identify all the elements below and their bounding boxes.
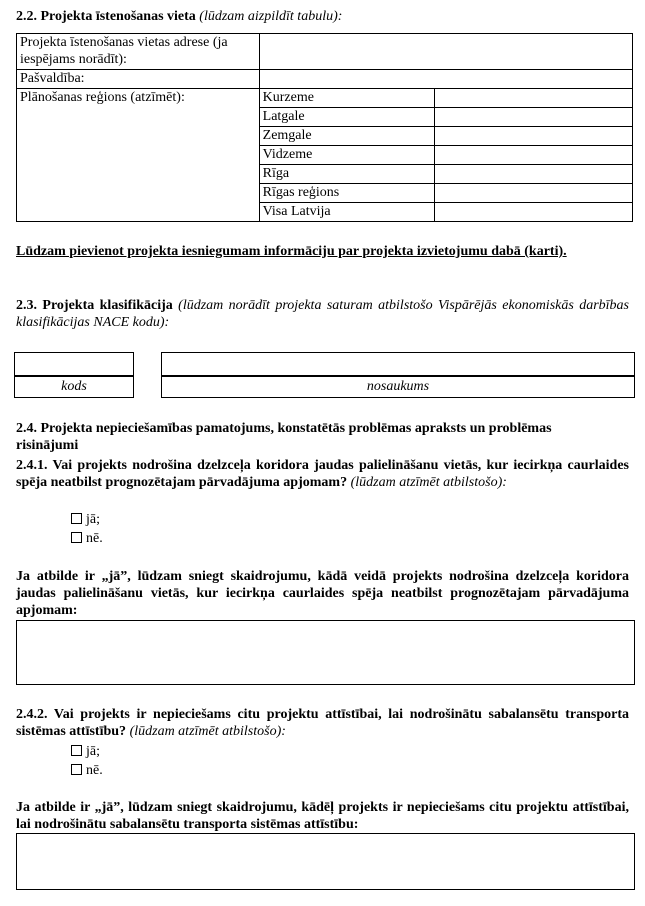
section-2-3-note: (lūdzam norādīt projekta saturam atbilstošo Vispārējās ekonomiskās darbības klasifikācijas NACE kodu): — [16, 298, 629, 330]
q1-option-yes-label: jā; — [86, 512, 100, 527]
section-2-2-heading — [16, 8, 631, 25]
municipality-label: Pašvaldība: — [17, 70, 260, 89]
nace-code-label: kods — [14, 375, 134, 398]
checkbox-icon[interactable] — [71, 745, 82, 756]
nace-code-input[interactable] — [14, 352, 134, 377]
q1-option-yes[interactable] — [71, 511, 100, 528]
q2-option-no[interactable] — [71, 762, 103, 779]
question-2-4-1-text: 2.4.1. Vai projekts nodrošina dzelzceļa koridora jaudas palielināšanu vietās, kur iecirkņa caurlaides spēja neatbilst prognozētajam pārvadājuma apjomam? — [16, 458, 629, 490]
question-2-4-1-followup: Ja atbilde ir „jā”, lūdzam sniegt skaidrojumu, kādā veidā projekts nodrošina dzelzceļa koridora jaudas palielināšanu vietās, kur iecirkņa caurlaides spēja neatbilst prognozētajam pārvadājuma apjomam: — [16, 569, 629, 618]
q2-option-no-label: nē. — [86, 763, 103, 778]
question-2-4-1 — [16, 457, 629, 491]
section-2-4-heading: 2.4. Projekta nepieciešamības pamatojums, konstatētās problēmas apraksts un problēmas risinājumi — [16, 421, 552, 453]
address-label: Projekta īstenošanas vietas adrese (ja iespējams norādīt): — [17, 34, 260, 70]
region-name: Vidzeme — [259, 146, 435, 165]
q2-option-yes[interactable] — [71, 743, 100, 760]
region-name: Zemgale — [259, 127, 435, 146]
section-2-2-note: (lūdzam aizpildīt tabulu): — [199, 9, 343, 24]
section-2-3-title: 2.3. Projekta klasifikācija — [16, 298, 173, 313]
region-name: Kurzeme — [259, 89, 435, 108]
question-2-4-2 — [16, 706, 629, 740]
region-name: Latgale — [259, 108, 435, 127]
region-name: Visa Latvija — [259, 203, 435, 222]
region-mark-cell[interactable] — [435, 184, 633, 203]
section-2-2-title: 2.2. Projekta īstenošanas vieta — [16, 9, 196, 24]
section-2-3-heading — [16, 297, 629, 331]
question-2-4-1-note: (lūdzam atzīmēt atbilstošo): — [350, 475, 507, 490]
region-mark-cell[interactable] — [435, 89, 633, 108]
address-field[interactable] — [259, 34, 632, 70]
region-mark-cell[interactable] — [435, 203, 633, 222]
checkbox-icon[interactable] — [71, 513, 82, 524]
region-mark-cell[interactable] — [435, 127, 633, 146]
question-2-4-2-text: 2.4.2. Vai projekts ir nepieciešams citu projektu attīstībai, lai nodrošinātu sabalansētu transporta sistēmas attīstību? — [16, 707, 629, 739]
q2-option-yes-label: jā; — [86, 744, 100, 759]
q1-option-no-label: nē. — [86, 531, 103, 546]
region-name: Rīga — [259, 165, 435, 184]
nace-name-input[interactable] — [161, 352, 635, 377]
question-2-4-2-note: (lūdzam atzīmēt atbilstošo): — [129, 724, 286, 739]
region-name: Rīgas reģions — [259, 184, 435, 203]
map-request-text: Lūdzam pievienot projekta iesniegumam informāciju par projekta izvietojumu dabā (karti). — [16, 244, 567, 259]
q2-explanation-input[interactable] — [16, 833, 635, 890]
question-2-4-2-followup: Ja atbilde ir „jā”, lūdzam sniegt skaidrojumu, kādēļ projekts ir nepieciešams citu projektu attīstībai, lai nodrošinātu sabalansētu transporta sistēmas attīstību: — [16, 800, 629, 832]
q1-option-no[interactable] — [71, 530, 103, 547]
checkbox-icon[interactable] — [71, 764, 82, 775]
location-table — [16, 33, 633, 222]
region-mark-cell[interactable] — [435, 165, 633, 184]
region-mark-cell[interactable] — [435, 146, 633, 165]
municipality-field[interactable] — [259, 70, 632, 89]
nace-name-label: nosaukums — [161, 375, 635, 398]
region-mark-cell[interactable] — [435, 108, 633, 127]
checkbox-icon[interactable] — [71, 532, 82, 543]
q1-explanation-input[interactable] — [16, 620, 635, 685]
region-label: Plānošanas reģions (atzīmēt): — [17, 89, 260, 222]
